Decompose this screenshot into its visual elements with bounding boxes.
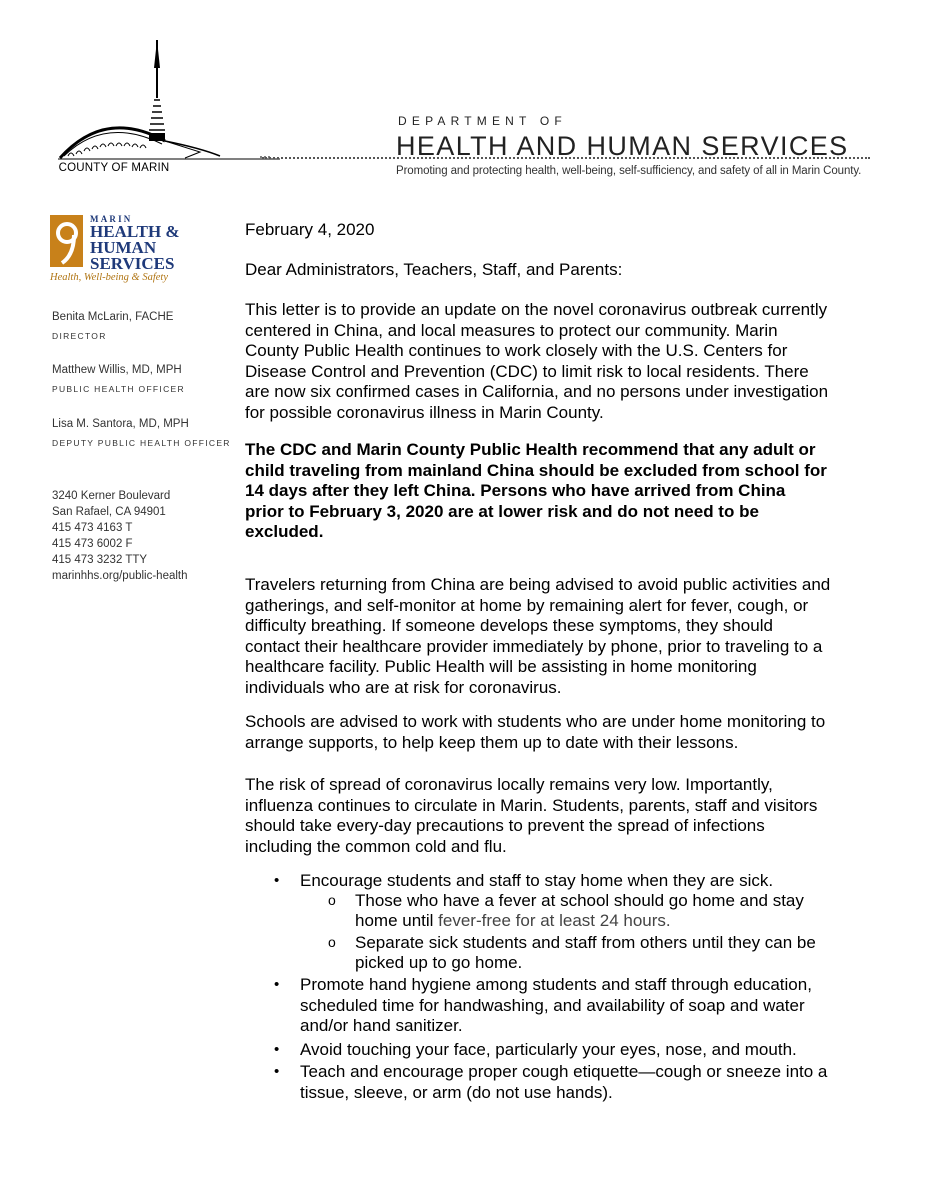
hhs-logo-line4: SERVICES [90, 254, 175, 273]
contact-address-city: San Rafael, CA 94901 [52, 506, 166, 518]
paragraph-travelers [245, 575, 830, 698]
paragraph-line: Schools are advised to work with students who are under home monitoring to [245, 712, 826, 731]
bullet-hand-hygiene [300, 975, 812, 1037]
sub-bullet-marker: o [328, 934, 336, 950]
staff-title-director: DIRECTOR [52, 331, 107, 341]
department-name: HEALTH AND HUMAN SERVICES [396, 131, 849, 161]
sub-bullet-marker: o [328, 892, 336, 908]
county-of-marin-logo [50, 38, 280, 178]
contact-phone: 415 473 4163 T [52, 522, 133, 534]
paragraph-line: arrange supports, to help keep them up to date with their lessons. [245, 732, 739, 752]
sub-bullet-fever-text: home until [355, 911, 439, 930]
paragraph-line: centered in China, and local measures to protect our community. Marin [245, 320, 778, 340]
bullet-line: Promote hand hygiene among students and staff through education, [300, 975, 812, 994]
paragraph-line: The risk of spread of coronavirus locally remains very low. Importantly, [245, 775, 773, 794]
contact-fax: 415 473 6002 F [52, 538, 133, 550]
bullet-stay-home: Encourage students and staff to stay home when they are sick. [300, 871, 774, 890]
letterhead-divider [262, 157, 870, 159]
bullet-marker: • [274, 1041, 280, 1058]
hhs-logo-tagline: Health, Well-being & Safety [50, 272, 169, 283]
bullet-marker: • [274, 872, 280, 889]
department-tagline: Promoting and protecting health, well-being, self-sufficiency, and safety of all in Marin County. [396, 165, 862, 177]
paragraph-line: The CDC and Marin County Public Health recommend that any adult or [245, 440, 816, 459]
paragraph-recommendation [245, 440, 827, 543]
contact-address-street: 3240 Kerner Boulevard [52, 490, 171, 502]
contact-website[interactable]: marinhhs.org/public-health [52, 570, 188, 582]
hhs-emblem-icon [50, 215, 83, 267]
bullet-line: and/or hand sanitizer. [300, 1016, 463, 1035]
paragraph-risk [245, 775, 817, 857]
bullet-line: scheduled time for handwashing, and availability of soap and water [300, 995, 805, 1015]
bullet-cough-etiquette [300, 1062, 827, 1103]
paragraph-line: prior to February 3, 2020 are at lower risk and do not need to be [245, 501, 759, 521]
paragraph-line: influenza continues to circulate in Marin. Students, parents, staff and visitors [245, 795, 818, 815]
letter-salutation: Dear Administrators, Teachers, Staff, and Parents: [245, 260, 623, 279]
paragraph-line: healthcare facility. Public Health will be assisting in home monitoring [245, 657, 757, 676]
paragraph-line: excluded. [245, 522, 324, 541]
sub-bullet-separate-line2: picked up to go home. [355, 953, 523, 972]
bullet-line: Teach and encourage proper cough etiquette—cough or sneeze into a [300, 1062, 828, 1081]
sub-bullet-fever-line2 [355, 911, 671, 932]
staff-name-director: Benita McLarin, FACHE [52, 311, 174, 323]
department-of-label: DEPARTMENT OF [398, 114, 567, 128]
paragraph-line: Disease Control and Prevention (CDC) to limit risk to local residents. There [245, 361, 809, 381]
paragraph-line: gatherings, and self-monitor at home by remaining alert for fever, cough, or [245, 595, 809, 615]
paragraph-line: for possible coronavirus illness in Marin County. [245, 402, 604, 422]
hhs-logo-line3: HUMAN [90, 238, 157, 257]
paragraph-line: including the common cold and flu. [245, 836, 507, 856]
paragraph-update [245, 300, 828, 423]
paragraph-line: contact their healthcare provider immediately by phone, prior to traveling to a [245, 636, 823, 656]
contact-block [52, 488, 188, 584]
hhs-logo-line2: HEALTH & [90, 222, 180, 241]
paragraph-line: should take every-day precautions to prevent the spread of infections [245, 816, 765, 835]
staff-name-health-officer: Matthew Willis, MD, MPH [52, 364, 182, 376]
sub-bullet-fever-highlight: fever-free for at least 24 hours. [438, 911, 671, 930]
paragraph-line: individuals who are at risk for coronavirus. [245, 677, 562, 697]
sub-bullet-separate-line1: Separate sick students and staff from others until they can be [355, 933, 816, 952]
staff-name-deputy-officer: Lisa M. Santora, MD, MPH [52, 418, 189, 430]
bullet-line: tissue, sleeve, or arm (do not use hands). [300, 1082, 613, 1102]
bullet-avoid-touching: Avoid touching your face, particularly your eyes, nose, and mouth. [300, 1040, 797, 1059]
marin-hhs-logo [50, 215, 190, 283]
paragraph-line: County Public Health continues to work closely with the U.S. Centers for [245, 341, 788, 360]
paragraph-line: difficulty breathing. If someone develops these symptoms, they should [245, 616, 773, 635]
county-name: COUNTY OF MARIN [58, 162, 170, 174]
bullet-marker: • [274, 976, 280, 993]
civic-center-icon [50, 38, 280, 163]
paragraph-line: 14 days after they left China. Persons who have arrived from China [245, 481, 786, 500]
contact-tty: 415 473 3232 TTY [52, 554, 148, 566]
letter-date: February 4, 2020 [245, 220, 375, 239]
paragraph-line: child traveling from mainland China should be excluded from school for [245, 460, 827, 480]
paragraph-line: are now six confirmed cases in California, and no persons under investigation [245, 382, 829, 401]
hhs-logo-line1: MARIN [90, 214, 133, 224]
sub-bullet-fever-line1: Those who have a fever at school should go home and stay [355, 891, 804, 910]
staff-title-health-officer: PUBLIC HEALTH OFFICER [52, 384, 185, 394]
staff-title-deputy-officer: DEPUTY PUBLIC HEALTH OFFICER [52, 438, 231, 448]
paragraph-schools [245, 712, 825, 753]
paragraph-line: Travelers returning from China are being advised to avoid public activities and [245, 575, 831, 594]
bullet-marker: • [274, 1063, 280, 1080]
paragraph-line: This letter is to provide an update on the novel coronavirus outbreak currently [245, 300, 828, 319]
